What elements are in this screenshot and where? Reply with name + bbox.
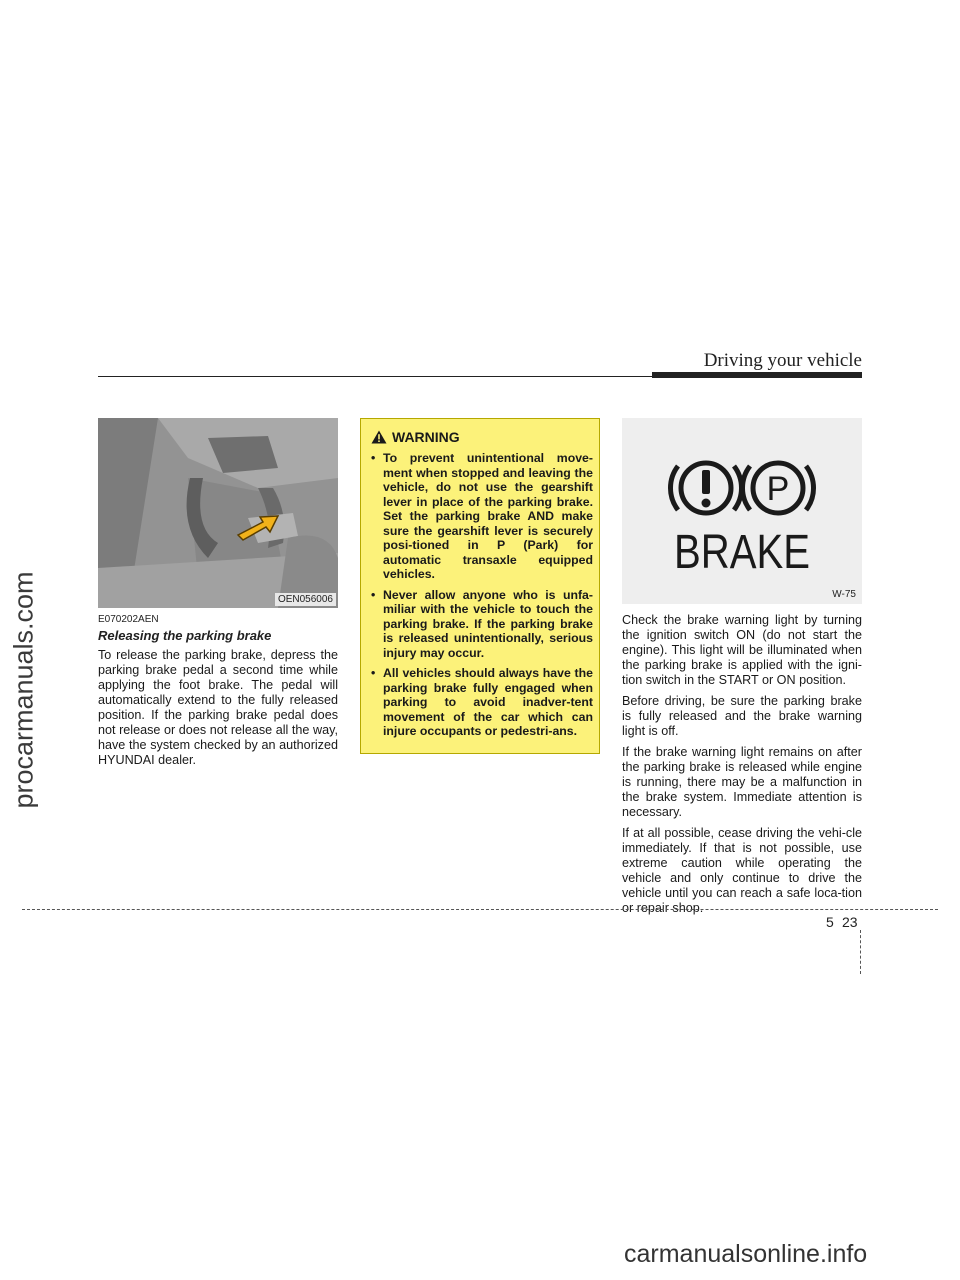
brake-warning-light-icon [622,418,862,604]
chapter-number: 5 [826,914,834,930]
right-paragraph: If the brake warning light remains on after the parking brake is released while engine is running, there may be a malfunction in the brake system. Immediate attention is necessary. [622,745,862,819]
warning-item: • All vehicles should always have the parking brake fully engaged when parking to avoid inadver-tent movement of the car which can injure occupants or pedestri-ans. [371,666,593,739]
bottom-watermark: carmanualsonline.info [624,1240,868,1268]
indicator-brake-label: BRAKE [674,526,810,579]
page-number: 23 [842,914,858,930]
warning-title: WARNING [392,429,460,445]
side-watermark-text: procarmanuals.com [8,571,39,809]
section-title: Driving your vehicle [703,350,862,371]
footer-divider [860,930,861,974]
brake-indicator-panel [622,418,862,604]
subheading: Releasing the parking brake [98,628,272,643]
document-code: E070202AEN [98,614,159,625]
right-paragraph: If at all possible, cease driving the vehi-cle immediately. If that is not possible, use extreme caution while operating the vehicle and only continue to drive the vehicle until you can reach a safe loca-tion or repair shop. [622,826,862,915]
side-watermark [4,540,44,840]
warning-box [360,418,600,754]
warning-item: • Never allow anyone who is unfa-miliar with the vehicle to touch the parking brake. If the parking brake is released unintentionally, serious injury may occur. [371,588,593,661]
parking-brake-photo [98,418,338,608]
left-paragraph: To release the parking brake, depress the parking brake pedal a second time while applying the foot brake. The pedal will automatically extend to the fully released position. If the parking brake pedal does not release or does not release all the way, have the system checked by an authorized HYUNDAI dealer. [98,648,338,767]
right-body [622,613,862,922]
photo-illustration [98,418,338,608]
warning-list [371,451,593,745]
warning-item: • To prevent unintentional move-ment when stopped and leaving the vehicle, do not use the gearshift lever in place of the parking brake. Set the parking brake AND make sure the gearshift lever is securely posi-tioned in P (Park) for automatic transaxle equipped vehicles. [371,451,593,582]
right-paragraph: Before driving, be sure the parking brake is fully released and the brake warning light is off. [622,694,862,738]
warning-header [371,429,460,445]
header-rule-accent [652,372,862,378]
footer-rule [22,909,938,910]
indicator-code: W-75 [832,589,856,600]
photo-code: OEN056006 [275,593,336,606]
right-paragraph: Check the brake warning light by turning the ignition switch ON (do not start the engine). This light will be illuminated when the parking brake is applied with the igni-tion switch in the START or ON position. [622,613,862,687]
left-body [98,648,338,774]
indicator-p-letter: P [766,470,790,508]
warning-triangle-icon [371,430,387,444]
